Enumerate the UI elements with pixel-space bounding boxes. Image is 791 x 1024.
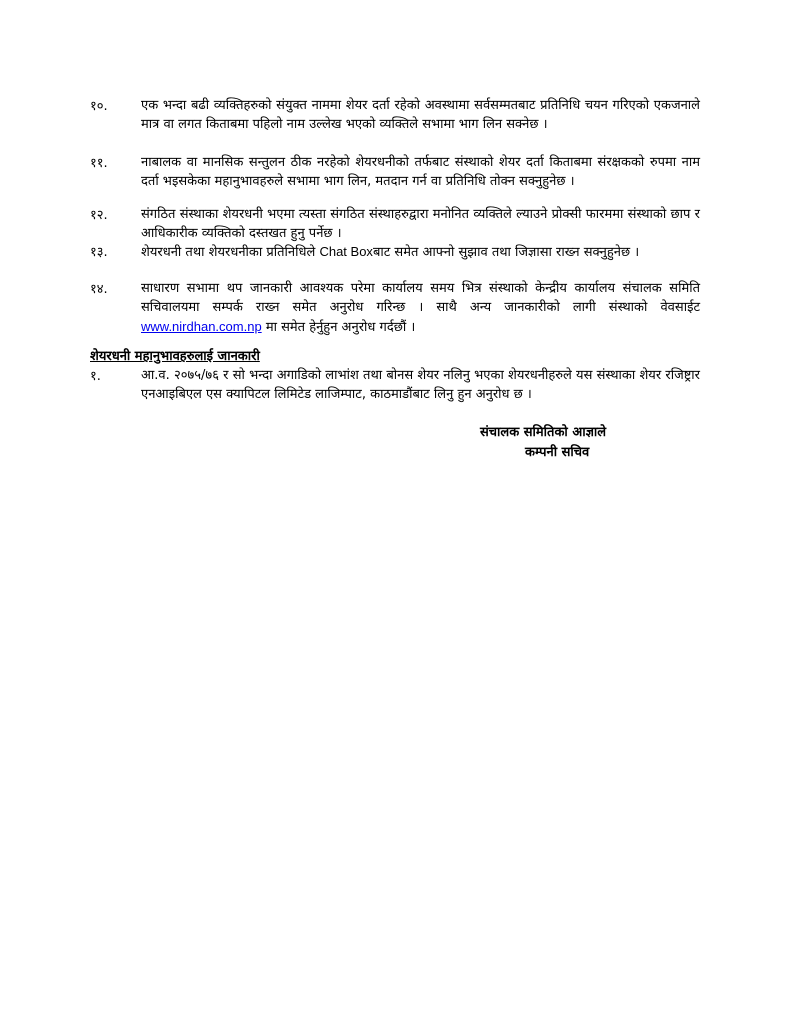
list-item-10: [90, 96, 700, 134]
item-number: १०.: [90, 99, 108, 114]
shareholder-info-item-1: [90, 366, 700, 404]
website-link[interactable]: www.nirdhan.com.np: [141, 319, 262, 334]
list-item-14: [90, 279, 700, 337]
item-text: नाबालक वा मानसिक सन्तुलन ठीक नरहेको शेयरधनीको तर्फबाट संस्थाको शेयर दर्ता किताबमा संरक्षकको रुपमा नाम दर्ता भइसकेका महानुभावहरुले सभामा भाग लिन, मतदान गर्न वा प्रतिनिधि तोक्न सक्नुहुनेछ ।: [141, 155, 700, 189]
section-heading: शेयरधनी महानुभावहरुलाई जानकारी: [90, 349, 260, 364]
item-number: ११.: [90, 156, 108, 171]
signature-title: कम्पनी सचिव: [525, 445, 590, 460]
item-text-after: बाट समेत आफ्नो सुझाव तथा जिज्ञासा राख्न सक्नुहुनेछ ।: [372, 245, 640, 260]
item-text: आ.व. २०७५/७६ र सो भन्दा अगाडिको लाभांश तथा बोनस शेयर नलिनु भएका शेयरधनीहरुले यस संस्थाका शेयर रजिष्ट्रार एनआइबिएल एस क्यापिटल लिमिटेड लाजिम्पाट, काठमाडौंबाट लिनु हुन अनुरोध छ ।: [141, 368, 700, 402]
item-number: १२.: [90, 208, 108, 223]
item-number: १३.: [90, 245, 108, 260]
item-text-after: मा समेत हेर्नुहुन अनुरोध गर्दछौं ।: [265, 320, 416, 335]
signature-authority: संचालक समितिको आज्ञाले: [480, 425, 607, 440]
list-item-13: [90, 242, 700, 262]
list-item-12: [90, 205, 700, 243]
item-number: १४.: [90, 282, 108, 297]
item-text: संगठित संस्थाका शेयरधनी भएमा त्यस्ता संगठित संस्थाहरुद्वारा मनोनित व्यक्तिले ल्याउने प्रोक्सी फारममा संस्थाको छाप र आधिकारीक व्यक्तिको दस्तखत हुनु पर्नेछ ।: [141, 207, 700, 241]
item-text-before: शेयरधनी तथा शेयरधनीका प्रतिनिधिले: [141, 245, 316, 260]
item-text: एक भन्दा बढी व्यक्तिहरुको संयुक्त नाममा शेयर दर्ता रहेको अवस्थामा सर्वसम्मतबाट प्रतिनिधि चयन गरिएको एकजनाले मात्र वा लगत किताबमा पहिलो नाम उल्लेख भएको व्यक्तिले सभामा भाग लिन सक्नेछ ।: [141, 98, 700, 132]
item-number: १.: [90, 369, 101, 384]
item-text: [141, 279, 700, 337]
item-text: [141, 242, 700, 262]
chat-box-label: Chat Box: [319, 244, 373, 259]
item-text-before: साधारण सभामा थप जानकारी आवश्यक परेमा कार्यालय समय भित्र संस्थाको केन्द्रीय कार्यालय संचालक समिति सचिवालयमा सम्पर्क राख्न समेत अनुरोध गरिन्छ । साथै अन्य जानकारीको लागी संस्थाको वेवसाईट: [141, 281, 700, 315]
list-item-11: [90, 153, 700, 191]
